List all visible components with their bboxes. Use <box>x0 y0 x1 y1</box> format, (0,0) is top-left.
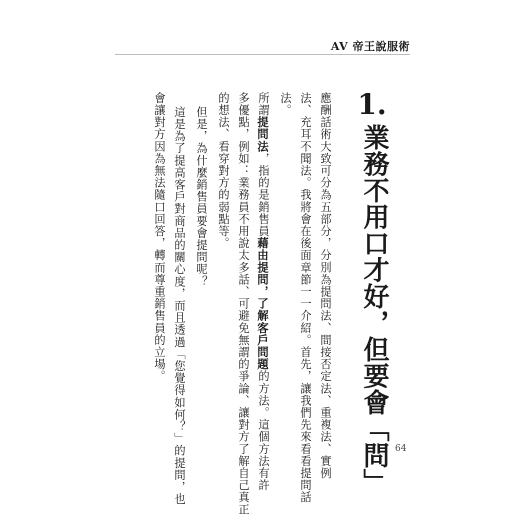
header-rule <box>115 54 410 55</box>
body-column: 這是為了提高客戶對商品的關心度，而且透過「您覺得如何？」的提問，也 <box>173 106 186 506</box>
body-column <box>256 92 270 491</box>
body-column: 應酬話術大致可分為五部分，分別為提問法、間接否定法、重複法、實例 <box>319 92 332 480</box>
body-text: ，指的是銷售員 <box>257 152 270 238</box>
running-header: AV 帝王說服術 <box>330 40 410 53</box>
body-column: 法。 <box>279 92 292 117</box>
body-text: 所謂 <box>257 92 270 117</box>
chapter-number: 1. <box>357 88 387 121</box>
body-column: 但是，為什麼銷售員要會提問呢？ <box>195 106 208 288</box>
body-column: 法、充耳不聞法。我將會在後面章節一一介紹。首先，讓我們先來看看提問話 <box>299 92 312 504</box>
page-number: 64 <box>395 444 407 454</box>
chapter-title: 業務不用口才好，但要會「問」 <box>359 124 389 495</box>
emphasis-term: 提問法 <box>256 116 270 153</box>
body-column: 多優點，例如：業務員不用說太多話、可避免無謂的爭論、讓對方了解自己真正 <box>237 92 250 516</box>
emphasis-phrase: 藉由提問，了解客戶問題 <box>256 237 270 371</box>
body-column: 會讓對方因為無法隨口回答，轉而尊重銷售員的立場。 <box>153 92 166 383</box>
body-column: 的想法、看穿對方的弱點等。 <box>217 92 230 250</box>
body-text: 的方法。這個方法有許 <box>257 370 270 492</box>
